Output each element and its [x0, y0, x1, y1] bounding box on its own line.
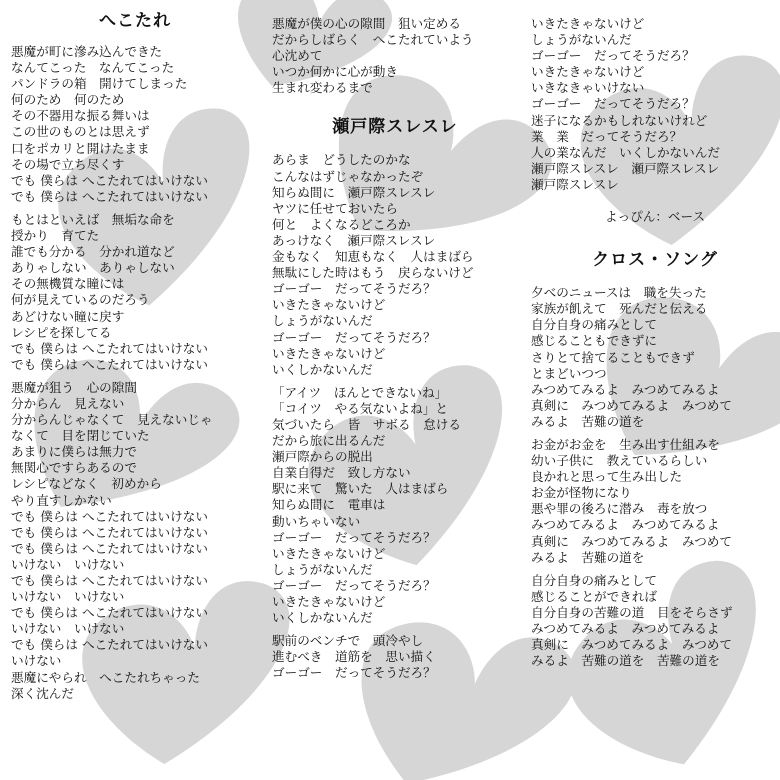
lyric-line: あらま どうしたのかな	[272, 152, 411, 168]
lyric-line: あまりに僕らは無力で	[11, 444, 137, 460]
lyric-line: でも 僕らは へこたれてはいけない	[11, 356, 208, 372]
song-title-setogiwa: 瀬戸際スレスレ	[332, 117, 458, 138]
lyric-line: なんてこった なんてこった	[11, 60, 175, 76]
lyric-line: とまどいつつ	[531, 365, 607, 381]
lyric-line: だからしばらく へこたれていよう	[272, 32, 474, 48]
lyric-line: ヤツに任せておいたら	[272, 200, 398, 216]
lyric-line: みるよ 苦難の道を	[531, 413, 645, 429]
lyric-line: 感じることもできずに	[531, 333, 657, 349]
lyric-line: いけない いけない	[11, 589, 125, 605]
lyric-line: 自分自身の痛みとして	[531, 572, 657, 588]
stanza	[272, 633, 518, 681]
lyric-line: いきたきゃないけど	[531, 16, 645, 31]
stanza	[11, 212, 259, 373]
credit-line: よっぴん：ベース	[604, 209, 706, 225]
lyric-line: 分からん 見えない	[11, 395, 125, 411]
lyric-line: 深く沈んだ	[11, 685, 74, 701]
lyric-line: 心沈めて	[272, 48, 323, 64]
lyric-line: その場で立ち尽くす	[11, 156, 125, 172]
lyric-line: いきたきゃないけど	[272, 545, 386, 561]
lyric-line: でも 僕らは へこたれてはいけない	[11, 524, 208, 540]
lyric-line: 人の業なんだ いくしかないんだ	[531, 144, 720, 160]
lyric-line: 真剣に みつめてみるよ みつめて	[531, 397, 732, 413]
stanza	[531, 285, 779, 430]
lyric-line: お金がお金を 生み出す仕組みを	[531, 436, 720, 452]
song-setogiwa-continued	[531, 16, 779, 193]
lyric-line: 瀬戸際スレスレ 瀬戸際スレスレ	[531, 160, 720, 176]
lyric-line: 何と よくなるどころか	[272, 216, 411, 232]
lyric-line: あどけない瞳に戻す	[11, 308, 125, 324]
stanza	[531, 437, 779, 566]
lyric-line: あっけなく 瀬戸際スレスレ	[272, 232, 436, 248]
lyric-line: 何のため 何のため	[11, 92, 125, 108]
lyric-line: いきたきゃないけど	[272, 345, 386, 361]
lyric-line: ゴーゴー だってそうだろ？	[531, 48, 695, 64]
lyric-line: でも 僕らは へこたれてはいけない	[11, 605, 208, 621]
lyric-line: でも 僕らは へこたれてはいけない	[11, 508, 208, 524]
lyric-line: なくて 目を閉じていた	[11, 428, 150, 444]
lyric-line: 口をポカリと開けたまま	[11, 140, 150, 156]
lyric-line: みつめてみるよ みつめてみるよ	[531, 517, 720, 533]
lyric-line: しょうがないんだ	[272, 561, 373, 577]
lyric-line: いけない いけない	[11, 621, 125, 637]
lyric-line: いきたきゃないけど	[531, 64, 645, 80]
lyric-line: ゴーゴー だってそうだろ？	[272, 281, 436, 297]
lyric-line: 生まれ変わるまで	[272, 80, 373, 96]
lyric-line: 知らぬ間に 瀬戸際スレスレ	[272, 184, 436, 200]
stanza	[272, 385, 518, 626]
lyric-line: 進むべき 道筋を 思い描く	[272, 649, 436, 665]
lyric-line: いくしかないんだ	[272, 361, 373, 377]
lyric-line: 無駄にした時はもう 戻らないけど	[272, 265, 474, 281]
lyric-line: 家族が飢えて 死んだと伝える	[531, 301, 708, 317]
lyric-line: ゴーゴー だってそうだろ？	[531, 96, 695, 112]
lyric-line: 自分自身の苦難の道 目をそらさず	[531, 604, 733, 620]
lyric-line: レシピを探してる	[11, 324, 112, 340]
lyric-line: レシピなどなく 初めから	[11, 476, 162, 492]
lyric-line: 夕べのニュースは 職を失った	[531, 285, 707, 301]
lyric-line: でも 僕らは へこたれてはいけない	[11, 172, 208, 188]
lyric-line: みるよ 苦難の道を	[531, 549, 645, 565]
lyric-line: 業 業 だってそうだろ？	[531, 128, 683, 144]
lyric-line: いつか何かに心が動き	[272, 64, 398, 80]
song-title-hekotare: へこたれ	[99, 11, 171, 31]
lyric-line: 悪魔が町に滲み込んできた	[11, 44, 163, 59]
stanza	[11, 380, 259, 702]
lyric-line: いきたきゃないけど	[272, 594, 386, 609]
lyric-line: みるよ 苦難の道を 苦難の道を	[531, 653, 720, 669]
stanza	[531, 573, 779, 670]
lyric-line: 感じることができれば	[531, 588, 657, 604]
lyric-line: 幼い子供に 教えているらしい	[531, 453, 708, 469]
lyric-line: 瀬戸際からの脱出	[272, 449, 373, 465]
lyric-line: 悪魔にやられ へこたれちゃった	[11, 669, 200, 685]
lyric-line: でも 僕らは へこたれてはいけない	[11, 188, 208, 204]
lyric-line: いけない いけない	[11, 556, 125, 572]
lyric-line: しょうがないんだ	[272, 313, 373, 329]
lyric-line: 良かれと思って生み出した	[531, 469, 683, 485]
lyric-line: 悪魔が狙う 心の隙間	[11, 379, 137, 395]
lyric-line: 気づいたら 皆 サボる 怠ける	[272, 416, 461, 432]
lyric-line: 「アイツ ほんとできないね」	[272, 384, 448, 400]
lyric-line: ゴーゴー だってそうだろ？	[272, 577, 436, 593]
lyric-line: 瀬戸際スレスレ	[531, 176, 619, 192]
lyric-line: 真剣に みつめてみるよ みつめて	[531, 533, 732, 549]
stanza	[272, 152, 518, 377]
lyric-line: やり直すしかない	[11, 492, 112, 508]
lyric-line: でも 僕らは へこたれてはいけない	[11, 573, 208, 588]
lyric-line: ありゃしない ありゃしない	[11, 260, 175, 276]
lyric-line: お金が怪物になり	[531, 485, 632, 501]
column-left	[11, 6, 259, 709]
song-hekotare-lyrics	[11, 44, 259, 702]
song-hekotare-continued	[272, 16, 518, 96]
lyric-line: いきたきゃないけど	[272, 297, 386, 313]
lyric-line: しょうがないんだ	[531, 32, 632, 48]
song-setogiwa-lyrics	[272, 152, 518, 681]
song-title-cross-song: クロス・ソング	[592, 250, 718, 271]
lyric-line: 「コイツ やる気ないよね」と	[272, 400, 448, 416]
lyric-line: みつめてみるよ みつめてみるよ	[531, 381, 720, 397]
lyric-line: でも 僕らは へこたれてはいけない	[11, 340, 208, 356]
lyric-line: ゴーゴー だってそうだろ？	[272, 665, 436, 681]
lyric-line: 誰でも分かる 分かれ道など	[11, 244, 175, 260]
lyric-line: 自分自身の痛みとして	[531, 317, 657, 333]
lyric-line: 知らぬ間に 電車は	[272, 497, 386, 513]
lyric-line: 何が見えているのだろう	[11, 292, 150, 308]
lyric-line: 授かり 育てた	[11, 228, 100, 244]
lyric-line: でも 僕らは へこたれてはいけない	[11, 637, 208, 653]
lyric-line: いくしかないんだ	[272, 610, 373, 626]
lyric-line: 真剣に みつめてみるよ みつめて	[531, 637, 732, 653]
lyric-line: 悪や罪の後ろに潜み 毒を放つ	[531, 501, 708, 517]
stanza	[11, 44, 259, 205]
lyric-line: 動いちゃいない	[272, 513, 361, 529]
lyric-line: 駅前のベンチで 頭冷やし	[272, 633, 424, 649]
lyric-line: この世のものとは思えず	[11, 124, 150, 140]
lyric-line: でも 僕らは へこたれてはいけない	[11, 540, 208, 556]
lyric-line: もとはといえば 無垢な命を	[11, 211, 175, 227]
lyric-line: いきなきゃいけない	[531, 80, 645, 96]
lyric-line: その不器用な振る舞いは	[11, 108, 150, 124]
lyric-line: パンドラの箱 開けてしまった	[11, 76, 188, 92]
lyric-line: いけない	[11, 653, 62, 669]
lyric-line: ゴーゴー だってそうだろ？	[272, 329, 436, 345]
song-cross-song-lyrics	[531, 285, 779, 669]
lyric-line: ゴーゴー だってそうだろ？	[272, 529, 436, 545]
lyric-line: 駅に来て 驚いた 人はまばら	[272, 481, 449, 497]
lyric-line: その無機質な瞳には	[11, 276, 125, 292]
lyric-line: みつめてみるよ みつめてみるよ	[531, 621, 720, 636]
column-middle	[272, 16, 518, 688]
lyric-line: こんなはずじゃなかったぞ	[272, 168, 424, 184]
lyric-line: さりとて捨てることもできず	[531, 349, 695, 365]
lyric-line: 金もなく 知恵もなく 人はまばら	[272, 249, 474, 265]
lyric-line: 迷子になるかもしれないけれど	[531, 112, 708, 128]
lyric-line: 分からんじゃなくて 見えないじゃ	[11, 412, 213, 428]
lyric-line: 無関心ですらあるので	[11, 460, 137, 476]
lyric-line: 悪魔が僕の心の隙間 狙い定める	[272, 16, 461, 31]
lyric-line: だから旅に出るんだ	[272, 433, 386, 449]
lyric-line: 自業自得だ 致し方ない	[272, 465, 411, 481]
column-right	[531, 16, 779, 676]
